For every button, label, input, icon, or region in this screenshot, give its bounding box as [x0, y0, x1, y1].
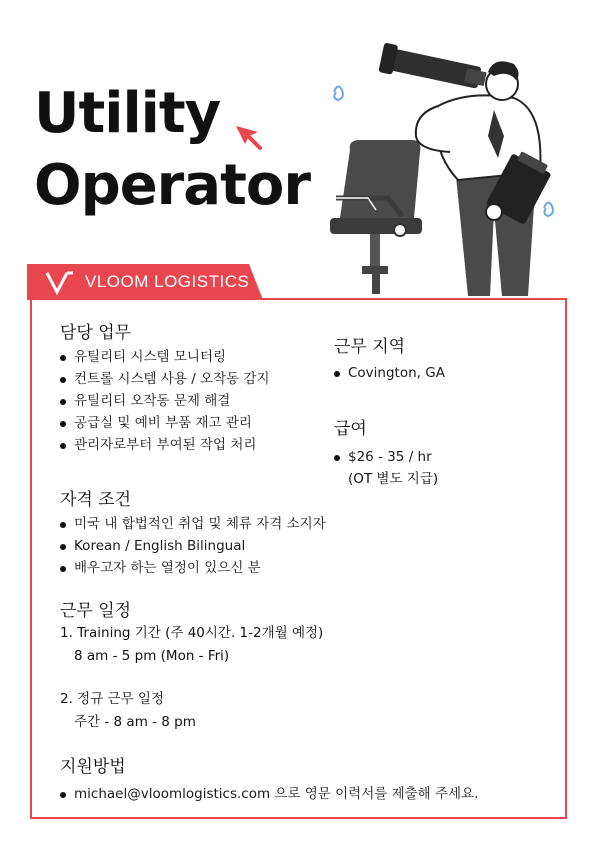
location-heading: 근무 지역 [334, 337, 406, 357]
list-item: michael@vloomlogistics.com 으로 영문 이력서를 제출해 주세요. [58, 783, 478, 805]
list-item: $26 - 35 / hr [332, 446, 432, 468]
list-item: 유틸리티 오작동 문제 해결 [58, 390, 270, 412]
list-item: Korean / English Bilingual [58, 535, 326, 557]
brand-ribbon [27, 264, 263, 300]
schedule-item-1-detail: 8 am - 5 pm (Mon - Fri) [74, 648, 230, 664]
info-card-top-border [262, 298, 567, 300]
schedule-heading: 근무 일정 [60, 601, 132, 621]
duties-heading: 담당 업무 [60, 323, 132, 343]
list-item: 배우고자 하는 열정이 있으신 분 [58, 557, 326, 579]
schedule-item-1-title: 1. Training 기간 (주 40시간. 1-2개월 예정) [60, 625, 324, 641]
duties-list [58, 346, 270, 456]
cursor-arrow-icon [232, 122, 264, 154]
pay-heading: 급여 [334, 419, 367, 439]
list-item: 공급실 및 예비 부품 재고 관리 [58, 412, 270, 434]
apply-list [58, 783, 478, 805]
schedule-item-2-detail: 주간 - 8 am - 8 pm [74, 714, 196, 730]
list-item: 미국 내 합법적인 취업 및 체류 자격 소지자 [58, 513, 326, 535]
list-item: 컨트롤 시스템 사용 / 오작동 감지 [58, 368, 270, 390]
title-line-2: Operator [34, 153, 310, 218]
title-line-1: Utility [34, 81, 221, 146]
schedule-item-2-title: 2. 정규 근무 일정 [60, 691, 164, 707]
location-list [332, 362, 445, 384]
qualifications-heading: 자격 조건 [60, 490, 132, 510]
list-item: 관리자로부터 부여된 작업 처리 [58, 434, 270, 456]
apply-heading: 지원방법 [60, 757, 126, 777]
list-item: 유틸리티 시스템 모니터링 [58, 346, 270, 368]
pay-note: (OT 별도 지급) [348, 471, 439, 487]
list-item: Covington, GA [332, 362, 445, 384]
pay-list [332, 446, 432, 468]
qualifications-list [58, 513, 326, 579]
brand-name: VLOOM LOGISTICS [85, 272, 250, 291]
businessman-telescope-illustration [318, 40, 588, 302]
